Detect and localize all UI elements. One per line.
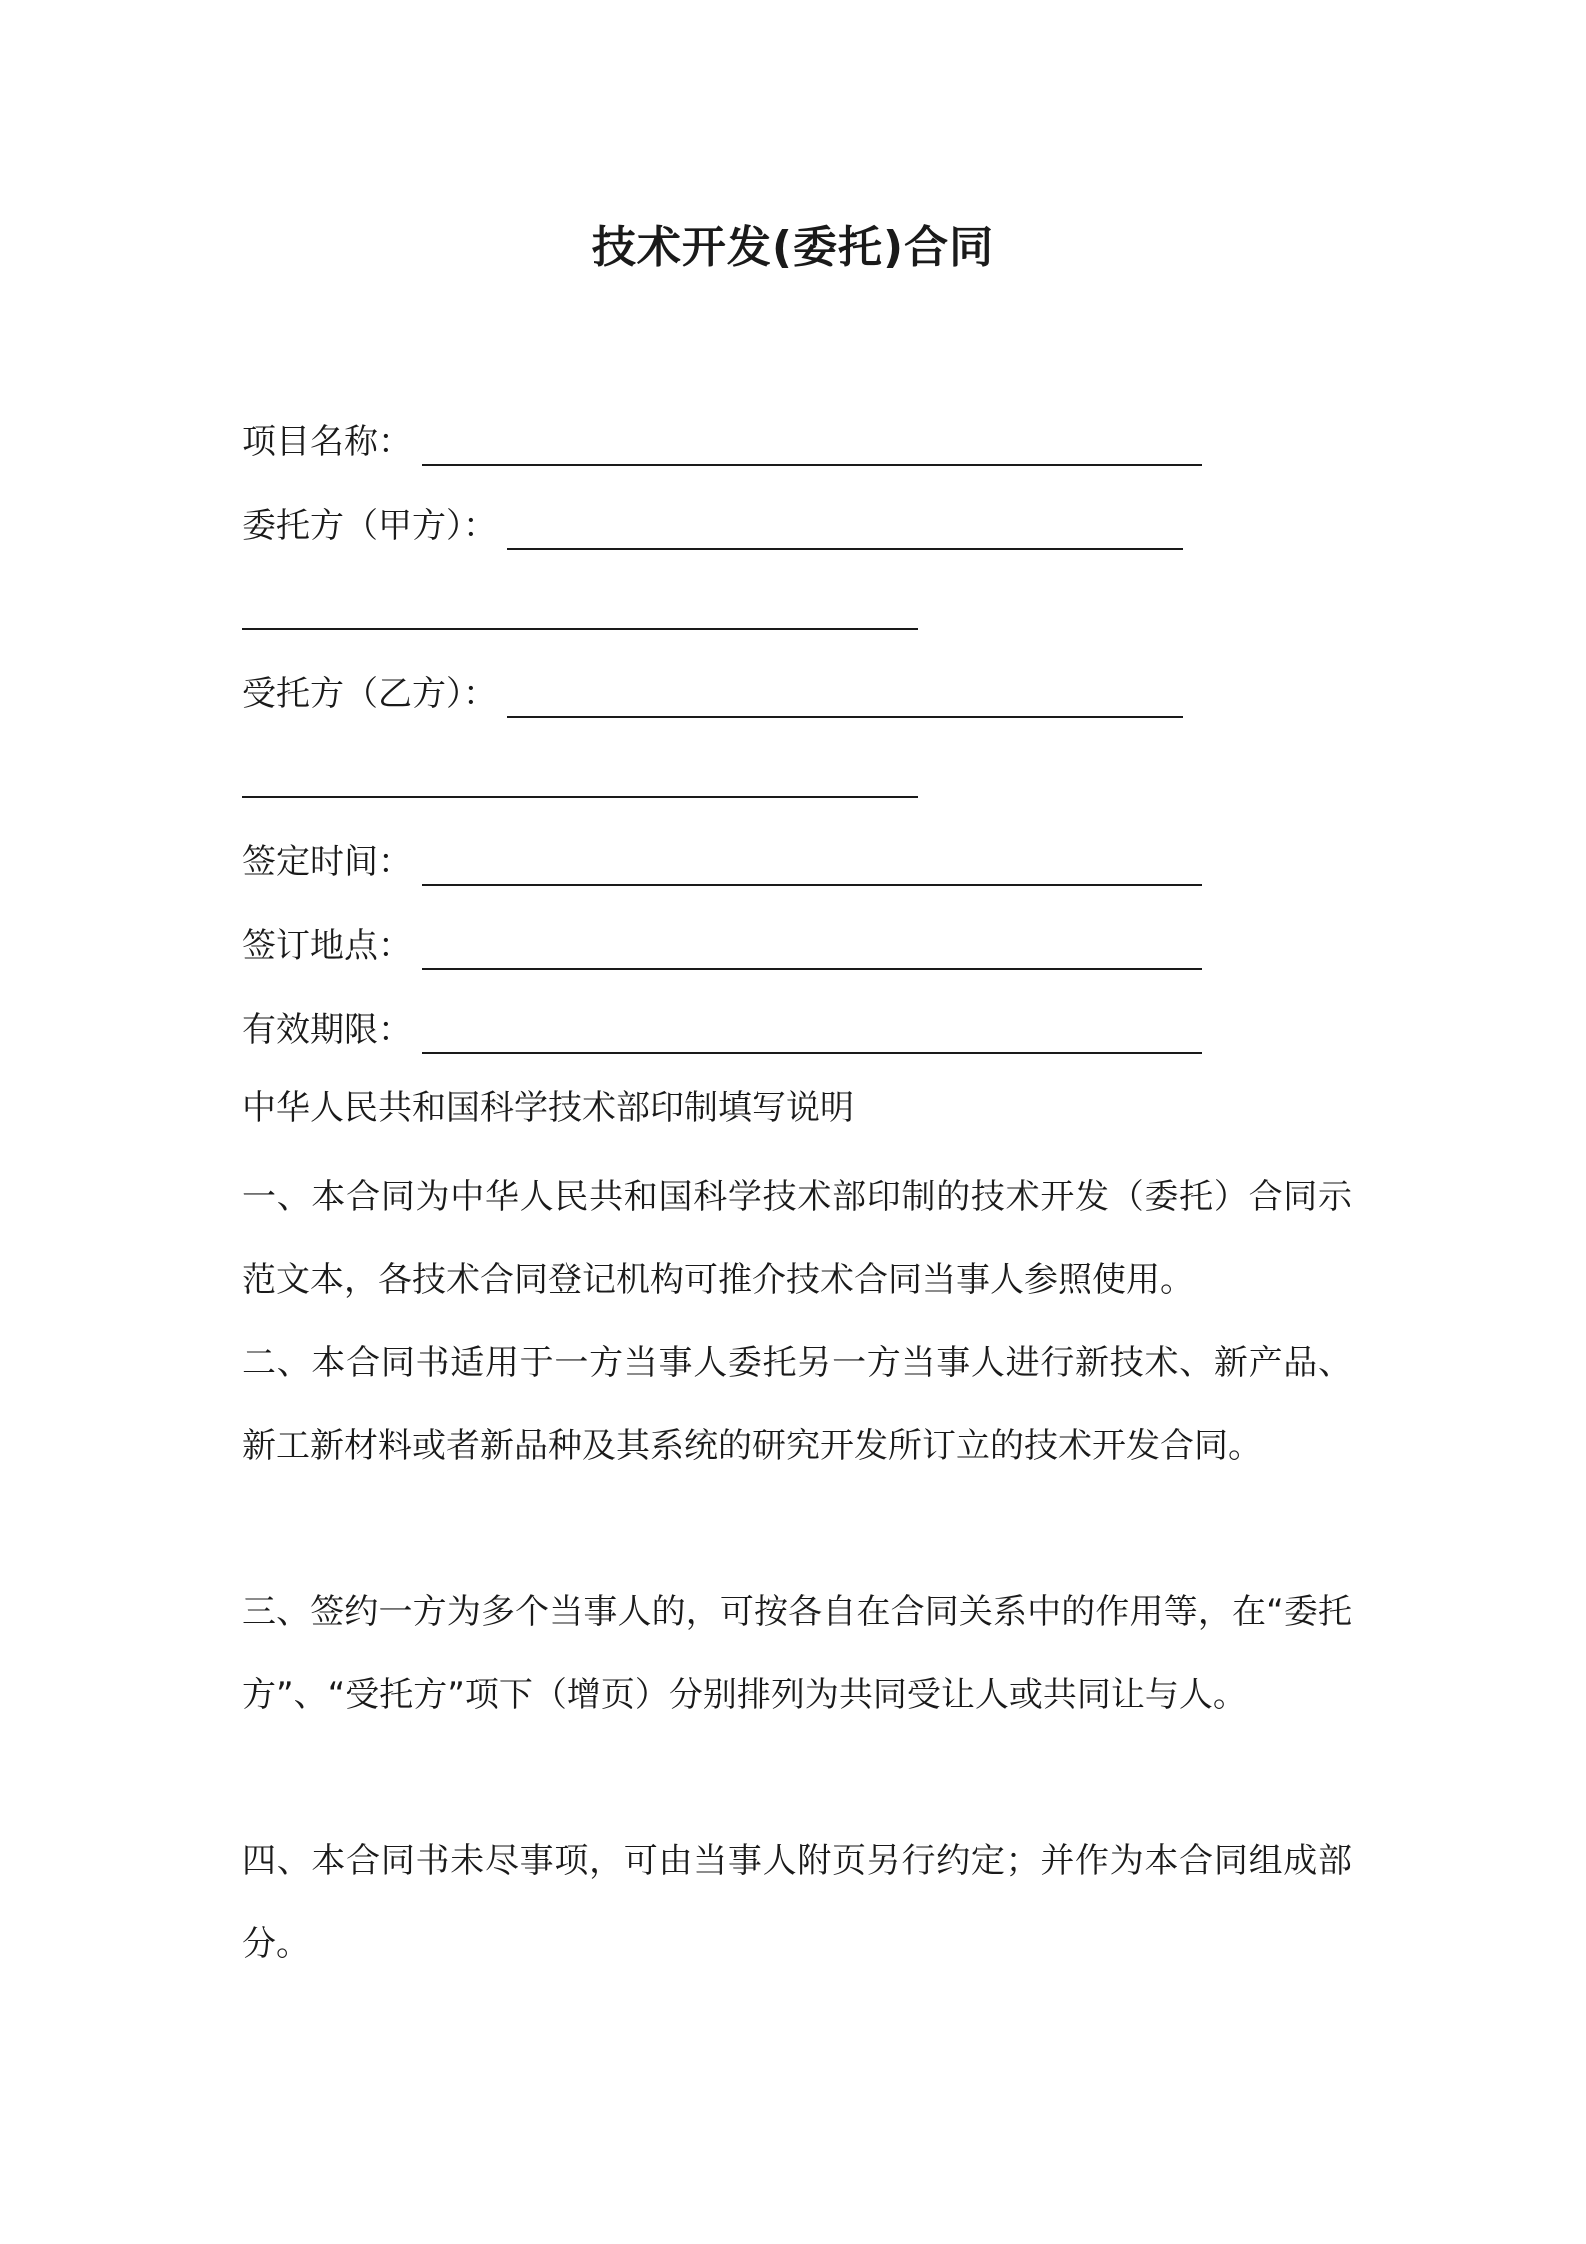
fill-blank	[422, 928, 1202, 970]
field-client-party-a	[242, 502, 1183, 550]
instruction-paragraph-2: 二、本合同书适用于一方当事人委托另一方当事人进行新技术、新产品、新工新材料或者新品种及其系统的研究开发所订立的技术开发合同。	[242, 1343, 1352, 1466]
field-label: 有效期限：	[242, 1010, 412, 1050]
fill-blank	[422, 424, 1202, 466]
fill-blank-continuation	[242, 628, 918, 630]
field-signing-place	[242, 922, 1202, 970]
fill-blank	[507, 676, 1183, 718]
field-label: 签定时间：	[242, 842, 412, 882]
instruction-paragraph-4: 四、本合同书未尽事项，可由当事人附页另行约定；并作为本合同组成部分。	[242, 1841, 1352, 1964]
field-contractor-party-b	[242, 670, 1183, 718]
field-validity-period	[242, 1006, 1202, 1054]
field-project-name	[242, 418, 1202, 466]
document-title: 技术开发(委托)合同	[591, 222, 995, 273]
field-label: 项目名称：	[242, 422, 412, 462]
field-signing-date	[242, 838, 1202, 886]
instruction-paragraph-3: 三、签约一方为多个当事人的，可按各自在合同关系中的作用等，在“委托方”、“受托方”项下（增页）分别排列为共同受让人或共同让与人。	[242, 1592, 1352, 1715]
fill-blank	[422, 1012, 1202, 1054]
fill-blank-continuation	[242, 796, 918, 798]
instruction-paragraph-1: 一、本合同为中华人民共和国科学技术部印制的技术开发（委托）合同示范文本，各技术合同登记机构可推介技术合同当事人参照使用。	[242, 1177, 1352, 1300]
field-label: 委托方（甲方）：	[242, 506, 497, 546]
fill-blank	[422, 844, 1202, 886]
field-label: 签订地点：	[242, 926, 412, 966]
fill-blank	[507, 508, 1183, 550]
field-label: 受托方（乙方）：	[242, 674, 497, 714]
instructions-heading: 中华人民共和国科学技术部印制填写说明	[242, 1088, 854, 1128]
